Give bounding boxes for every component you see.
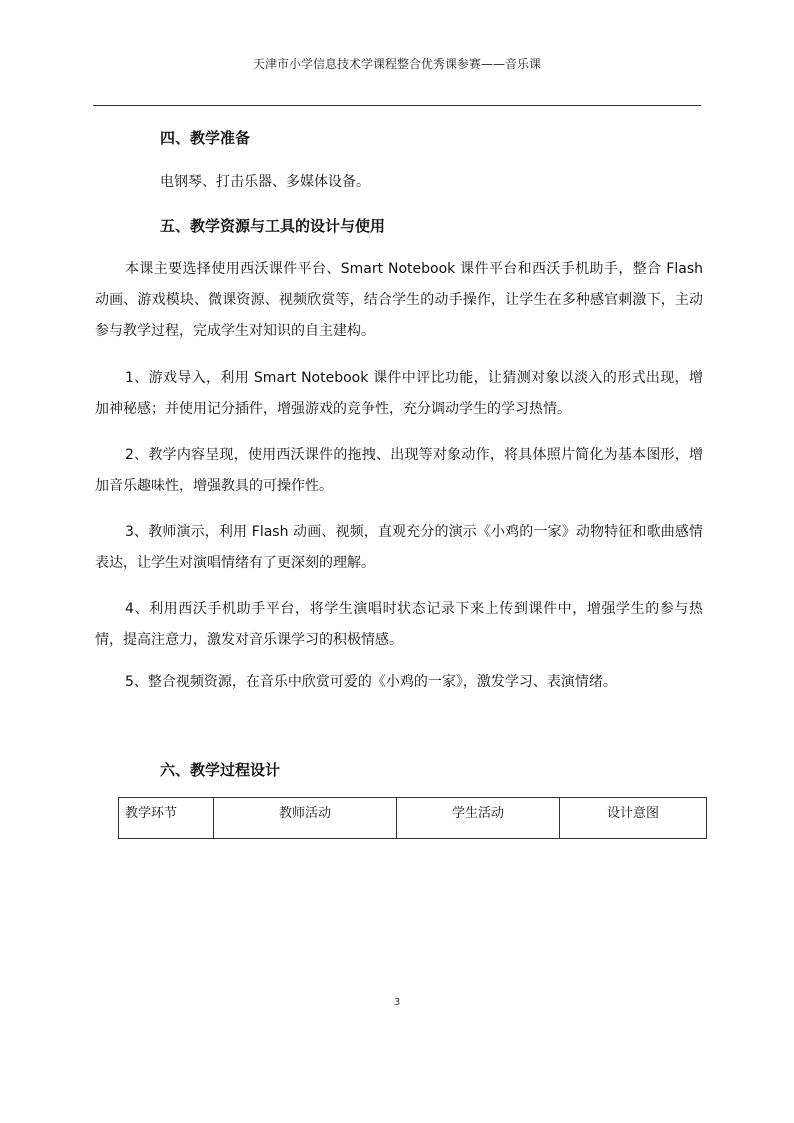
section-5-item-5: 5、整合视频资源，在音乐中欣赏可爱的《小鸡的一家》，激发学习、表演情绪。 [125,674,617,690]
section-4-heading: 四、教学准备 [160,129,251,147]
teaching-process-table [118,797,707,839]
section-5-item-4: 4、利用西沃手机助手平台，将学生演唱时状态记录下来上传到课件中，增强学生的参与热情，提高注意力，激发对音乐课学习的积极情感。 [95,601,703,648]
page-number: 3 [393,997,401,1008]
section-5-heading: 五、教学资源与工具的设计与使用 [160,217,386,235]
section-4-text: 电钢琴、打击乐器、多媒体设备。 [160,174,370,190]
section-5-intro-paragraph: 本课主要选择使用西沃课件平台、Smart Notebook 课件平台和西沃手机助手，整合 Flash 动画、游戏模块、微课资源、视频欣赏等，结合学生的动手操作，让学生在多种感官刺激下，主动参与教学过程，完成学生对知识的自主建构。 [95,261,703,339]
table-header-cell: 教师活动 [214,798,397,839]
header-divider [93,105,701,106]
section-6-heading: 六、教学过程设计 [160,761,281,779]
section-5-item-3: 3、教师演示，利用 Flash 动画、视频，直观充分的演示《小鸡的一家》动物特征和歌曲感情表达，让学生对演唱情绪有了更深刻的理解。 [95,524,703,571]
section-5-item-2: 2、教学内容呈现，使用西沃课件的拖拽、出现等对象动作，将具体照片简化为基本图形，增加音乐趣味性，增强教具的可操作性。 [95,447,703,494]
table-header-row [119,798,707,839]
table-header-cell: 学生活动 [397,798,560,839]
section-5-item-1: 1、游戏导入，利用 Smart Notebook 课件中评比功能，让猜测对象以淡入的形式出现，增加神秘感；并使用记分插件，增强游戏的竞争性，充分调动学生的学习热情。 [95,370,703,417]
page-header-title: 天津市小学信息技术学课程整合优秀课参赛——音乐课 [252,57,541,71]
table-header-cell: 设计意图 [560,798,707,839]
table-header-cell: 教学环节 [119,798,214,839]
